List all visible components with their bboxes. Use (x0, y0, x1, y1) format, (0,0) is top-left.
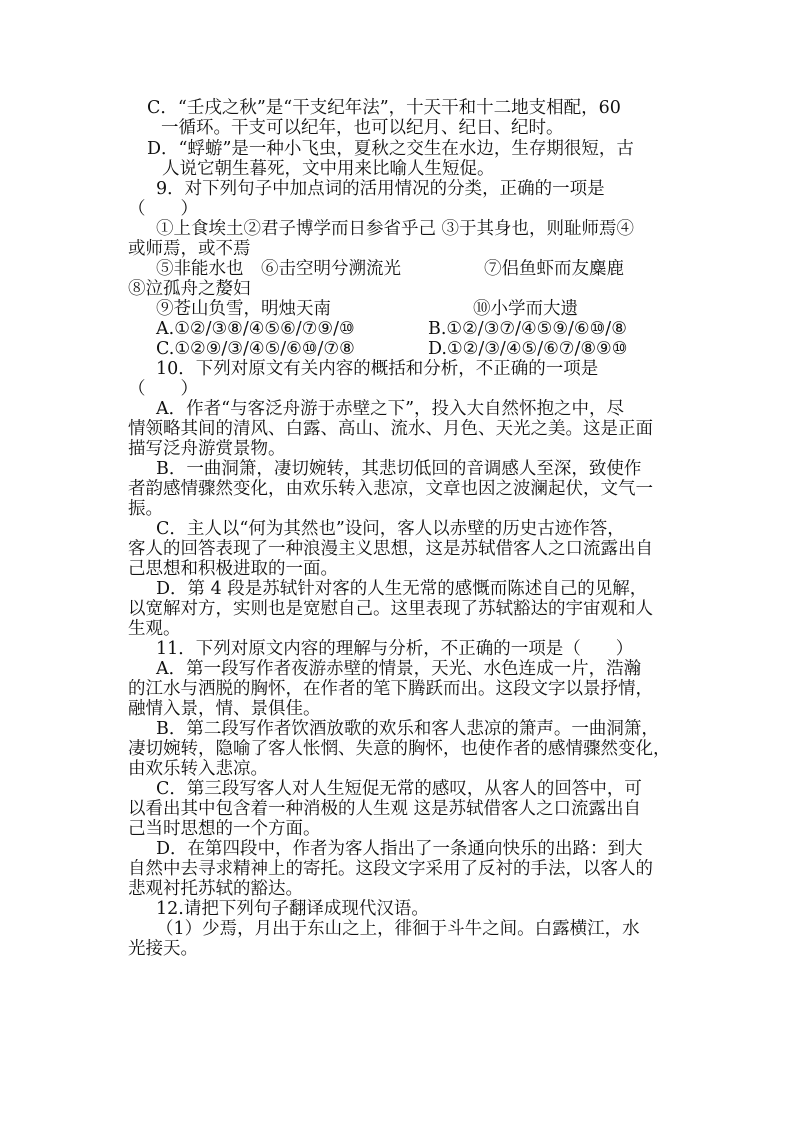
text-line-q10f: B．一曲洞箫，凄切婉转，其悲切低回的音调感人至深，致使作 (156, 459, 642, 479)
text-line-q10a: 10．下列对原文有关内容的概括和分析，不正确的一项是 (156, 359, 599, 379)
text-line-q12b: （1）少焉，月出于东山之上，徘徊于斗牛之间。白露横江，水 (156, 919, 640, 939)
text-line-q9c: ①上食埃土②君子博学而日参省乎己 ③于其身也，则耻师焉④ (156, 219, 635, 239)
text-line-q9a: 9．对下列句子中加点词的活用情况的分类，正确的一项是 (156, 179, 605, 199)
text-line-q9h2: B.①②/③⑦/④⑤⑨/⑥⑩/⑧ (428, 319, 627, 339)
text-line-q9e1: ⑤非能水也 ⑥击空明兮溯流光 (156, 259, 401, 279)
text-line-q10g: 者韵感情骤然变化，由欢乐转入悲凉，文章也因之波澜起伏，文气一 (128, 479, 653, 499)
text-line-q11g: 由欢乐转入悲凉。 (128, 759, 268, 779)
text-line-q10k: 己思想和积极进取的一面。 (128, 559, 338, 579)
text-line-q11j: 己当时思想的一个方面。 (128, 819, 321, 839)
text-line-q11m: 悲观衬托苏轼的豁达。 (128, 879, 303, 899)
text-line-d1: D．“蜉蝣”是一种小飞虫，夏秋之交生在水边，生存期很短，古 (147, 139, 634, 159)
text-line-q11i: 以看出其中包含着一种消极的人生观 这是苏轼借客人之口流露出自 (128, 799, 642, 819)
text-line-q11l: 自然中去寻求精神上的寄托。这段文字采用了反衬的手法，以客人的 (128, 859, 653, 879)
text-line-q11c: 的江水与洒脱的胸怀，在作者的笔下腾跃而出。这段文字以景抒情， (128, 679, 653, 699)
text-line-q11d: 融情入景，情、景俱佳。 (128, 699, 321, 719)
text-line-q9d: 或师焉，或不焉 (128, 239, 251, 259)
text-line-q9h1: A.①②/③⑧/④⑤⑥/⑦⑨/⑩ (156, 319, 355, 339)
text-line-q10b: （ ） (128, 379, 198, 399)
text-line-q9f: ⑧泣孤舟之嫠妇 (128, 279, 251, 299)
text-line-q9i1: C.①②⑨/③/④⑤/⑥⑩/⑦⑧ (156, 339, 355, 359)
text-line-q10h: 振。 (128, 499, 163, 519)
text-line-q9g1: ⑨苍山负雪，明烛天南 (156, 299, 331, 319)
text-line-q11a: 11．下列对原文内容的理解与分析，不正确的一项是（ ） (156, 639, 634, 659)
text-line-q11e: B．第二段写作者饮酒放歌的欢乐和客人悲凉的箫声。一曲洞箫， (156, 719, 659, 739)
text-line-q11f: 凄切婉转，隐喻了客人怅惘、失意的胸怀，也使作者的感情骤然变化， (128, 739, 671, 759)
text-line-q9i2: D.①②/③/④⑤/⑥⑦/⑧⑨⑩ (428, 339, 628, 359)
text-line-q10c: A．作者“与客泛舟游于赤壁之下”，投入大自然怀抱之中，尽 (156, 399, 625, 419)
text-line-q10j: 客人的回答表现了一种浪漫主义思想，这是苏轼借客人之口流露出自 (128, 539, 653, 559)
text-line-c2: 一循环。干支可以纪年，也可以纪月、纪日、纪时。 (161, 118, 564, 138)
text-line-q12a: 12.请把下列句子翻译成现代汉语。 (156, 899, 429, 919)
text-line-q11k: D．在第四段中，作者为客人指出了一条通向快乐的出路：到大 (156, 839, 643, 859)
text-line-q9g2: ⑩小学而大遗 (473, 299, 578, 319)
text-line-q10m: 以宽解对方，实则也是宽慰自己。这里表现了苏轼豁达的宇宙观和人 (128, 599, 653, 619)
text-line-q11b: A．第一段写作者夜游赤壁的情景，天光、水色连成一片，浩瀚 (156, 659, 642, 679)
text-line-d2: 人说它朝生暮死，文中用来比喻人生短促。 (162, 159, 495, 179)
text-line-q9e2: ⑦侣鱼虾而友麋鹿 (484, 259, 624, 279)
text-line-c1: C．“壬戌之秋”是“干支纪年法”，十天干和十二地支相配，60 (147, 98, 621, 118)
text-line-q10e: 描写泛舟游赏景物。 (128, 439, 286, 459)
text-line-q10d: 情领略其间的清风、白露、高山、流水、月色、天光之美。这是正面 (128, 419, 653, 439)
text-line-q11h: C．第三段写客人对人生短促无常的感叹，从客人的回答中，可 (156, 779, 642, 799)
text-line-q9b: （ ） (128, 199, 198, 219)
text-line-q12c: 光接天。 (128, 939, 198, 959)
text-line-q10l: D．第 4 段是苏轼针对客的人生无常的感慨而陈述自己的见解， (156, 579, 648, 599)
text-line-q10n: 生观。 (128, 619, 181, 639)
text-line-q10i: C．主人以“何为其然也”设问，客人以赤壁的历史古迹作答， (156, 519, 625, 539)
